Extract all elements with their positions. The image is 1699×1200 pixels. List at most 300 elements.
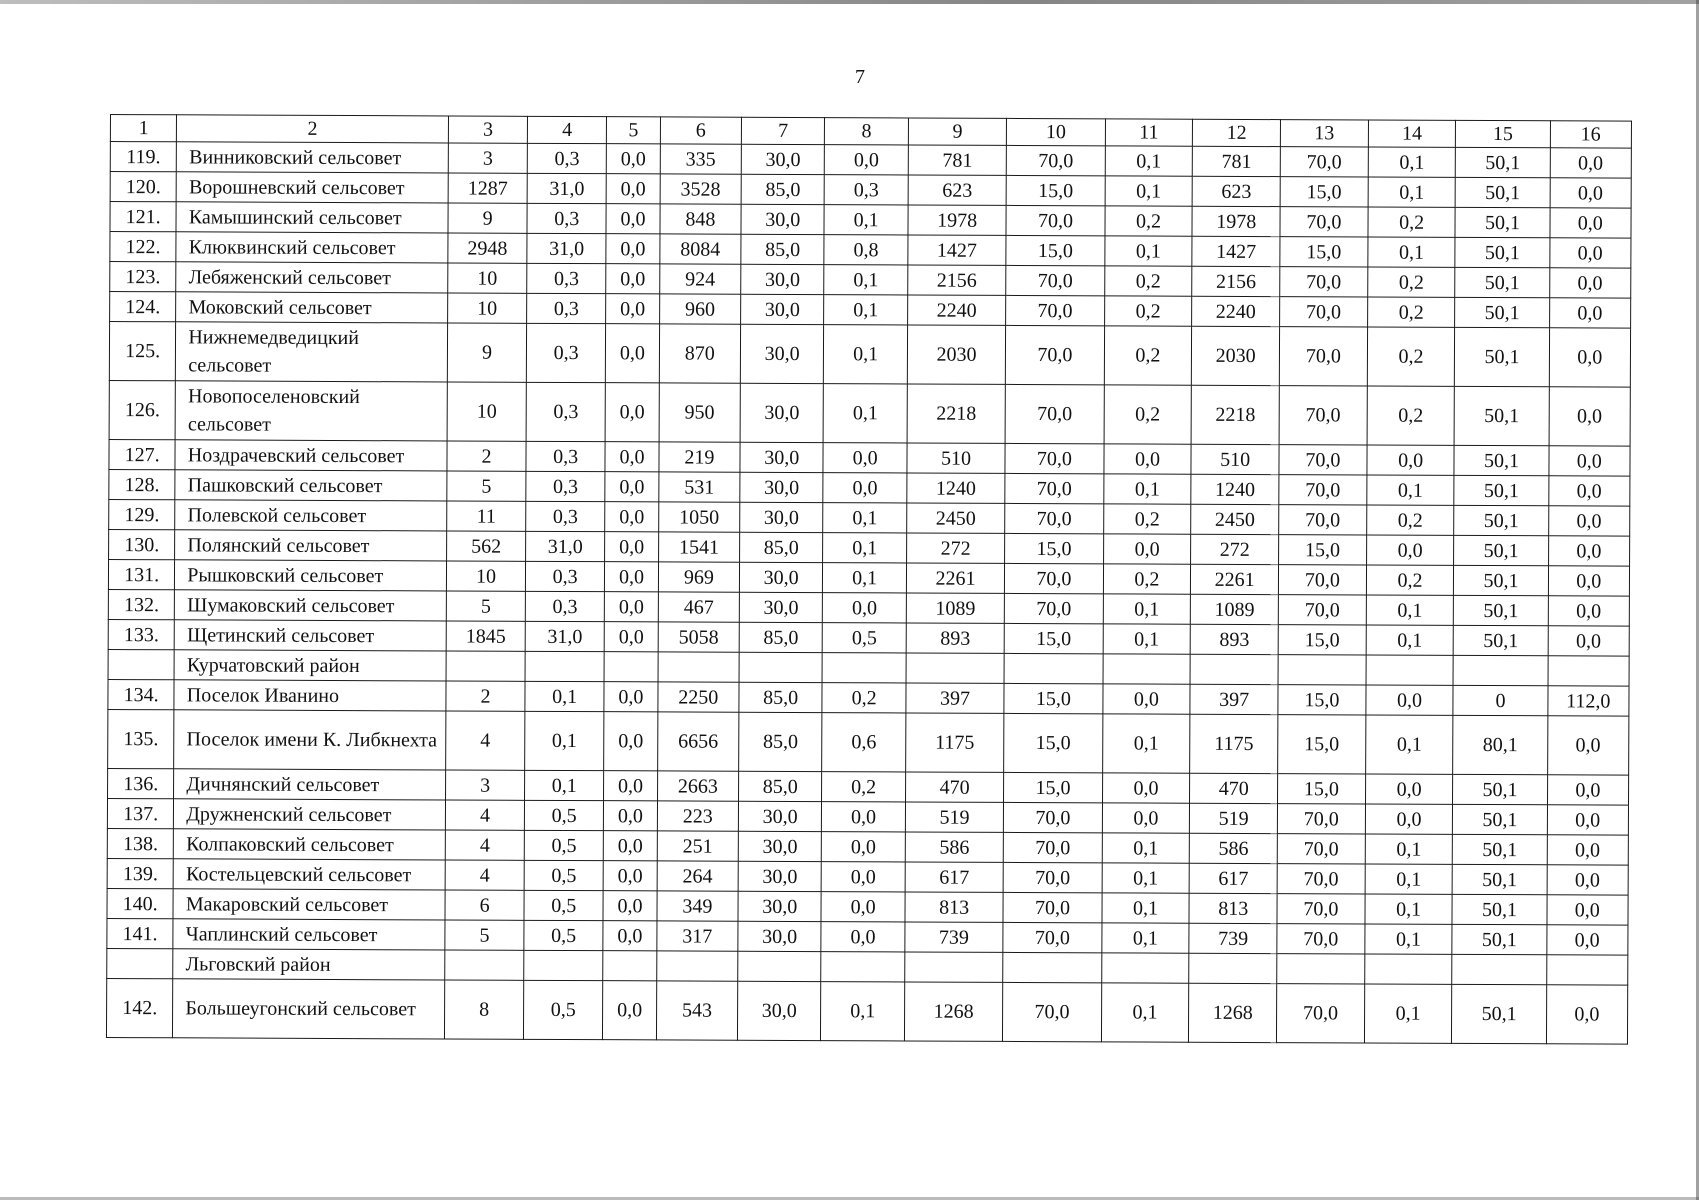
value-cell-col-12: 470 — [1190, 773, 1278, 803]
settlement-name-cell: Костельцевский сельсовет — [173, 859, 445, 890]
value-cell-col-13: 15,0 — [1278, 685, 1366, 715]
value-cell-col-4: 0,3 — [527, 263, 606, 293]
value-cell-col-14: 0,2 — [1366, 565, 1454, 595]
value-cell-col-9: 617 — [905, 862, 1004, 892]
row-number-cell: 125. — [109, 322, 176, 381]
value-cell-col-8: 0,1 — [821, 982, 905, 1041]
value-cell-col-3: 4 — [445, 830, 524, 860]
value-cell-col-8: 0,0 — [822, 832, 906, 862]
value-cell-col-15: 50,1 — [1455, 386, 1549, 445]
settlement-name-cell: Рышковский сельсовет — [175, 560, 447, 591]
settlement-name-cell: Большеугонский сельсовет — [173, 979, 445, 1039]
value-cell-col-9 — [906, 653, 1005, 683]
settlement-name-cell: Щетинский сельсовет — [174, 620, 446, 651]
value-cell-col-9: 1240 — [907, 473, 1006, 503]
value-cell-col-10: 15,0 — [1004, 623, 1103, 653]
value-cell-col-15 — [1452, 954, 1546, 984]
value-cell-col-13: 70,0 — [1280, 297, 1368, 327]
value-cell-col-9: 2218 — [907, 384, 1006, 443]
value-cell-col-12: 1175 — [1190, 714, 1278, 773]
value-cell-col-7: 30,0 — [738, 921, 822, 951]
value-cell-col-15: 50,1 — [1455, 297, 1549, 327]
value-cell-col-14: 0,1 — [1365, 834, 1453, 864]
settlement-name-cell: Новопоселеновский сельсовет — [175, 381, 447, 441]
value-cell-col-3: 3 — [445, 770, 524, 800]
value-cell-col-10: 70,0 — [1003, 832, 1102, 862]
value-cell-col-10: 70,0 — [1003, 892, 1102, 922]
value-cell-col-5: 0,0 — [605, 442, 659, 472]
value-cell-col-5: 0,0 — [604, 801, 658, 831]
value-cell-col-5: 0,0 — [607, 144, 661, 174]
value-cell-col-16: 0,0 — [1548, 476, 1630, 506]
value-cell-col-7: 30,0 — [740, 502, 824, 532]
row-number-cell: 124. — [110, 292, 176, 322]
value-cell-col-6: 349 — [657, 891, 738, 921]
value-cell-col-5 — [603, 951, 657, 981]
value-cell-col-11: 0,1 — [1101, 923, 1189, 953]
value-cell-col-15: 0 — [1453, 685, 1547, 715]
value-cell-col-3: 6 — [445, 890, 524, 920]
value-cell-col-9: 1978 — [908, 205, 1007, 235]
value-cell-col-7: 30,0 — [741, 294, 825, 324]
row-number-cell: 128. — [109, 469, 175, 499]
value-cell-col-16: 112,0 — [1547, 686, 1629, 716]
value-cell-col-16: 0,0 — [1548, 626, 1630, 656]
value-cell-col-11 — [1101, 953, 1189, 983]
value-cell-col-15: 80,1 — [1453, 715, 1547, 774]
value-cell-col-13: 15,0 — [1280, 237, 1368, 267]
value-cell-col-5: 0,0 — [604, 771, 658, 801]
value-cell-col-4: 0,3 — [526, 471, 605, 501]
value-cell-col-5: 0,0 — [605, 502, 659, 532]
value-cell-col-6: 924 — [659, 264, 740, 294]
value-cell-col-13 — [1278, 655, 1366, 685]
value-cell-col-12: 2218 — [1191, 385, 1279, 444]
value-cell-col-3: 10 — [448, 293, 527, 323]
value-cell-col-13: 70,0 — [1278, 565, 1366, 595]
table-row — [108, 709, 1629, 775]
value-cell-col-3: 2 — [446, 681, 525, 711]
value-cell-col-15 — [1453, 655, 1547, 685]
value-cell-col-4: 0,3 — [525, 591, 604, 621]
value-cell-col-14: 0,2 — [1366, 505, 1454, 535]
value-cell-col-6: 543 — [656, 981, 738, 1040]
value-cell-col-8: 0,5 — [823, 623, 907, 653]
value-cell-col-16: 0,0 — [1546, 925, 1628, 955]
value-cell-col-7: 85,0 — [739, 682, 823, 712]
value-cell-col-11: 0,1 — [1102, 893, 1190, 923]
value-cell-col-16: 0,0 — [1548, 536, 1630, 566]
settlement-name-cell: Камышинский сельсовет — [176, 202, 448, 233]
value-cell-col-9: 1175 — [905, 713, 1004, 772]
column-header-14: 14 — [1368, 120, 1456, 147]
value-cell-col-9: 2450 — [907, 503, 1006, 533]
value-cell-col-7: 30,0 — [737, 981, 821, 1040]
value-cell-col-4: 0,1 — [525, 681, 604, 711]
value-cell-col-7: 30,0 — [740, 383, 824, 442]
value-cell-col-6: 960 — [659, 294, 740, 324]
value-cell-col-8: 0,6 — [822, 713, 906, 772]
column-header-5: 5 — [607, 117, 661, 144]
value-cell-col-15: 50,1 — [1455, 207, 1549, 237]
value-cell-col-12: 1089 — [1191, 594, 1279, 624]
value-cell-col-8: 0,0 — [822, 862, 906, 892]
value-cell-col-9: 1268 — [904, 982, 1003, 1041]
value-cell-col-7: 85,0 — [739, 622, 823, 652]
value-cell-col-13: 70,0 — [1277, 834, 1365, 864]
value-cell-col-13: 70,0 — [1277, 984, 1365, 1043]
value-cell-col-5: 0,0 — [606, 174, 660, 204]
value-cell-col-8 — [822, 653, 906, 683]
settlement-name-cell: Шумаковский сельсовет — [175, 590, 447, 621]
settlement-name-cell: Колпаковский сельсовет — [174, 829, 446, 860]
value-cell-col-12: 1240 — [1191, 474, 1279, 504]
value-cell-col-11: 0,0 — [1104, 444, 1192, 474]
settlement-name-cell: Нижнемедведицкий сельсовет — [176, 322, 448, 382]
value-cell-col-14: 0,1 — [1368, 177, 1456, 207]
value-cell-col-3: 11 — [447, 501, 526, 531]
value-cell-col-14: 0,2 — [1368, 207, 1456, 237]
value-cell-col-14: 0,1 — [1365, 924, 1453, 954]
value-cell-col-9: 1427 — [908, 235, 1007, 265]
value-cell-col-4: 31,0 — [526, 531, 605, 561]
value-cell-col-3 — [446, 651, 525, 681]
value-cell-col-8: 0,0 — [821, 892, 905, 922]
value-cell-col-8: 0,2 — [822, 772, 906, 802]
value-cell-col-13: 70,0 — [1279, 386, 1367, 445]
value-cell-col-10: 15,0 — [1004, 772, 1103, 802]
value-cell-col-16: 0,0 — [1547, 775, 1629, 805]
row-number-cell: 122. — [110, 232, 176, 262]
value-cell-col-11: 0,1 — [1105, 146, 1193, 176]
value-cell-col-8: 0,1 — [823, 533, 907, 563]
value-cell-col-4: 0,5 — [524, 920, 603, 950]
value-cell-col-15: 50,1 — [1454, 595, 1548, 625]
value-cell-col-12: 1978 — [1192, 206, 1280, 236]
value-cell-col-4: 0,3 — [527, 203, 606, 233]
column-header-13: 13 — [1280, 120, 1368, 147]
value-cell-col-12: 781 — [1193, 146, 1281, 176]
value-cell-col-16: 0,0 — [1549, 446, 1631, 476]
value-cell-col-7: 30,0 — [739, 562, 823, 592]
value-cell-col-6: 5058 — [658, 622, 739, 652]
value-cell-col-15: 50,1 — [1454, 535, 1548, 565]
value-cell-col-8: 0,0 — [825, 145, 909, 175]
value-cell-col-11: 0,2 — [1105, 206, 1193, 236]
value-cell-col-7: 30,0 — [738, 831, 822, 861]
value-cell-col-13: 70,0 — [1280, 147, 1368, 177]
value-cell-col-6: 1050 — [658, 502, 739, 532]
value-cell-col-11: 0,1 — [1102, 714, 1190, 773]
settlement-name-cell: Дичнянский сельсовет — [174, 769, 446, 800]
value-cell-col-7: 30,0 — [740, 472, 824, 502]
value-cell-col-10: 70,0 — [1006, 325, 1105, 384]
value-cell-col-11 — [1103, 654, 1191, 684]
value-cell-col-5: 0,0 — [603, 891, 657, 921]
value-cell-col-13: 70,0 — [1277, 804, 1365, 834]
value-cell-col-16: 0,0 — [1548, 566, 1630, 596]
value-cell-col-6: 317 — [657, 921, 738, 951]
value-cell-col-16: 0,0 — [1549, 387, 1631, 446]
value-cell-col-14: 0,1 — [1366, 625, 1454, 655]
value-cell-col-12: 397 — [1190, 684, 1278, 714]
value-cell-col-15: 50,1 — [1452, 894, 1546, 924]
value-cell-col-8: 0,1 — [824, 205, 908, 235]
row-number-cell: 123. — [110, 262, 176, 292]
value-cell-col-4: 0,5 — [524, 980, 603, 1039]
value-cell-col-15: 50,1 — [1453, 834, 1547, 864]
value-cell-col-7: 30,0 — [741, 204, 825, 234]
value-cell-col-14 — [1366, 655, 1454, 685]
value-cell-col-13: 70,0 — [1278, 595, 1366, 625]
value-cell-col-10: 70,0 — [1005, 593, 1104, 623]
row-number-cell: 132. — [108, 589, 174, 619]
value-cell-col-4: 0,3 — [526, 561, 605, 591]
settlement-name-cell: Макаровский сельсовет — [173, 889, 445, 920]
value-cell-col-11: 0,2 — [1103, 564, 1191, 594]
value-cell-col-12: 1268 — [1189, 983, 1277, 1042]
value-cell-col-7: 85,0 — [741, 234, 825, 264]
value-cell-col-11: 0,1 — [1101, 983, 1189, 1042]
value-cell-col-10: 70,0 — [1003, 982, 1102, 1041]
value-cell-col-3: 10 — [448, 263, 527, 293]
value-cell-col-15: 50,1 — [1454, 565, 1548, 595]
value-cell-col-5: 0,0 — [604, 831, 658, 861]
value-cell-col-13: 70,0 — [1279, 327, 1367, 386]
value-cell-col-10: 70,0 — [1005, 503, 1104, 533]
value-cell-col-5: 0,0 — [605, 472, 659, 502]
value-cell-col-6: 848 — [660, 204, 741, 234]
value-cell-col-10: 70,0 — [1003, 862, 1102, 892]
value-cell-col-14: 0,2 — [1367, 327, 1455, 386]
value-cell-col-15: 50,1 — [1454, 625, 1548, 655]
value-cell-col-10: 15,0 — [1004, 713, 1103, 772]
column-header-11: 11 — [1105, 119, 1193, 146]
row-number-cell: 119. — [110, 142, 176, 172]
value-cell-col-6: 3528 — [660, 174, 741, 204]
value-cell-col-15: 50,1 — [1453, 804, 1547, 834]
value-cell-col-7 — [739, 652, 823, 682]
value-cell-col-10: 70,0 — [1005, 443, 1104, 473]
value-cell-col-5: 0,0 — [606, 264, 660, 294]
value-cell-col-14: 0,2 — [1367, 267, 1455, 297]
value-cell-col-5: 0,0 — [606, 234, 660, 264]
column-header-15: 15 — [1456, 120, 1550, 147]
value-cell-col-4: 0,3 — [526, 441, 605, 471]
value-cell-col-16: 0,0 — [1550, 208, 1632, 238]
column-header-10: 10 — [1007, 118, 1106, 145]
value-cell-col-11: 0,0 — [1102, 773, 1190, 803]
value-cell-col-13 — [1277, 954, 1365, 984]
value-cell-col-5: 0,0 — [604, 622, 658, 652]
value-cell-col-15: 50,1 — [1455, 327, 1549, 386]
value-cell-col-16: 0,0 — [1548, 596, 1630, 626]
value-cell-col-8 — [821, 952, 905, 982]
value-cell-col-5: 0,0 — [605, 383, 659, 442]
value-cell-col-14: 0,2 — [1367, 297, 1455, 327]
value-cell-col-13: 70,0 — [1279, 445, 1367, 475]
value-cell-col-3: 5 — [446, 591, 525, 621]
page-number: 7 — [855, 66, 865, 88]
settlement-name-cell: Ворошневский сельсовет — [176, 172, 448, 203]
value-cell-col-3: 2948 — [448, 233, 527, 263]
value-cell-col-4: 0,1 — [525, 711, 604, 770]
value-cell-col-10 — [1003, 952, 1102, 982]
scan-edge-top — [0, 0, 1699, 4]
value-cell-col-14: 0,1 — [1365, 715, 1453, 774]
value-cell-col-6: 969 — [658, 562, 739, 592]
settlement-name-cell: Поселок имени К. Либкнехта — [174, 710, 446, 770]
value-cell-col-3: 4 — [446, 711, 525, 770]
value-cell-col-5: 0,0 — [604, 682, 658, 712]
settlement-name-cell: Клюквинский сельсовет — [176, 232, 448, 263]
value-cell-col-15: 50,1 — [1455, 267, 1549, 297]
value-cell-col-10: 70,0 — [1003, 922, 1102, 952]
row-number-cell — [107, 948, 173, 978]
value-cell-col-8: 0,1 — [823, 503, 907, 533]
value-cell-col-5: 0,0 — [605, 562, 659, 592]
settlement-name-cell: Пашковский сельсовет — [175, 470, 447, 501]
value-cell-col-14: 0,2 — [1367, 386, 1455, 445]
value-cell-col-4 — [525, 651, 604, 681]
row-number-cell: 130. — [109, 529, 175, 559]
table-row — [109, 380, 1630, 446]
value-cell-col-6: 251 — [657, 831, 738, 861]
value-cell-col-3: 2 — [447, 441, 526, 471]
settlement-name-cell: Винниковский сельсовет — [177, 142, 449, 173]
value-cell-col-5: 0,0 — [603, 921, 657, 951]
value-cell-col-6 — [656, 951, 737, 981]
value-cell-col-4: 31,0 — [525, 621, 604, 651]
value-cell-col-16 — [1546, 955, 1628, 985]
value-cell-col-13: 70,0 — [1277, 864, 1365, 894]
value-cell-col-4: 0,5 — [524, 890, 603, 920]
column-header-8: 8 — [825, 118, 909, 145]
table-row — [109, 322, 1630, 388]
value-cell-col-16: 0,0 — [1546, 985, 1628, 1044]
column-header-9: 9 — [908, 118, 1007, 145]
settlement-name-cell: Полянский сельсовет — [175, 530, 447, 561]
value-cell-col-7: 30,0 — [740, 324, 824, 383]
value-cell-col-3: 3 — [448, 143, 527, 173]
value-cell-col-12: 2450 — [1191, 504, 1279, 534]
value-cell-col-11: 0,2 — [1104, 385, 1192, 444]
column-header-3: 3 — [448, 116, 527, 143]
value-cell-col-5 — [604, 652, 658, 682]
value-cell-col-4: 0,3 — [527, 293, 606, 323]
value-cell-col-14: 0,1 — [1368, 147, 1456, 177]
row-number-cell: 133. — [108, 619, 174, 649]
table-body — [106, 115, 1631, 1045]
value-cell-col-6: 219 — [659, 442, 740, 472]
value-cell-col-8: 0,1 — [824, 325, 908, 384]
row-number-cell: 139. — [107, 858, 173, 888]
value-cell-col-11: 0,1 — [1104, 236, 1192, 266]
value-cell-col-10: 15,0 — [1005, 533, 1104, 563]
value-cell-col-9: 2030 — [907, 325, 1006, 384]
value-cell-col-7: 30,0 — [740, 442, 824, 472]
value-cell-col-5: 0,0 — [605, 532, 659, 562]
value-cell-col-8: 0,0 — [822, 802, 906, 832]
value-cell-col-10: 70,0 — [1006, 265, 1105, 295]
value-cell-col-15: 50,1 — [1452, 924, 1546, 954]
row-number-cell: 136. — [108, 768, 174, 798]
value-cell-col-9: 2156 — [908, 265, 1007, 295]
value-cell-col-4: 31,0 — [527, 173, 606, 203]
value-cell-col-5: 0,0 — [604, 712, 658, 771]
value-cell-col-15: 50,1 — [1456, 177, 1550, 207]
value-cell-col-13: 15,0 — [1278, 715, 1366, 774]
value-cell-col-11: 0,1 — [1103, 624, 1191, 654]
value-cell-col-14: 0,0 — [1365, 774, 1453, 804]
value-cell-col-3: 562 — [447, 531, 526, 561]
value-cell-col-13: 15,0 — [1280, 177, 1368, 207]
value-cell-col-15: 50,1 — [1455, 237, 1549, 267]
value-cell-col-12: 272 — [1191, 534, 1279, 564]
value-cell-col-7: 30,0 — [738, 801, 822, 831]
column-header-7: 7 — [741, 117, 825, 144]
value-cell-col-3: 9 — [448, 203, 527, 233]
value-cell-col-7: 30,0 — [741, 144, 825, 174]
value-cell-col-9: 510 — [907, 443, 1006, 473]
value-cell-col-5: 0,0 — [603, 981, 657, 1040]
value-cell-col-6: 6656 — [657, 712, 739, 771]
value-cell-col-10: 70,0 — [1004, 802, 1103, 832]
value-cell-col-6: 2250 — [658, 682, 739, 712]
value-cell-col-11: 0,1 — [1103, 594, 1191, 624]
value-cell-col-11: 0,1 — [1102, 833, 1190, 863]
value-cell-col-11: 0,2 — [1104, 266, 1192, 296]
value-cell-col-7 — [738, 951, 822, 981]
value-cell-col-15: 50,1 — [1454, 475, 1548, 505]
value-cell-col-9 — [905, 952, 1004, 982]
value-cell-col-4: 0,3 — [526, 323, 605, 382]
value-cell-col-5: 0,0 — [606, 294, 660, 324]
value-cell-col-8: 0,0 — [823, 473, 907, 503]
value-cell-col-13: 70,0 — [1277, 894, 1365, 924]
district-name-cell: Курчатовский район — [174, 650, 446, 681]
value-cell-col-15: 50,1 — [1453, 774, 1547, 804]
value-cell-col-14: 0,1 — [1365, 864, 1453, 894]
value-cell-col-3: 10 — [447, 382, 526, 441]
value-cell-col-11: 0,1 — [1103, 474, 1191, 504]
value-cell-col-15: 50,1 — [1454, 505, 1548, 535]
value-cell-col-12: 2261 — [1191, 564, 1279, 594]
value-cell-col-10: 15,0 — [1004, 683, 1103, 713]
value-cell-col-10: 15,0 — [1006, 235, 1105, 265]
value-cell-col-13: 15,0 — [1278, 625, 1366, 655]
value-cell-col-11: 0,0 — [1103, 534, 1191, 564]
value-cell-col-4: 0,1 — [525, 770, 604, 800]
value-cell-col-3: 10 — [446, 561, 525, 591]
row-number-cell: 134. — [108, 679, 174, 709]
value-cell-col-4: 0,5 — [525, 800, 604, 830]
column-header-16: 16 — [1550, 121, 1632, 148]
settlement-name-cell: Чаплинский сельсовет — [173, 919, 445, 950]
settlement-name-cell: Ноздрачевский сельсовет — [175, 440, 447, 471]
row-number-cell: 135. — [108, 709, 175, 768]
value-cell-col-8: 0,1 — [824, 295, 908, 325]
value-cell-col-13: 70,0 — [1279, 505, 1367, 535]
value-cell-col-14: 0,0 — [1366, 685, 1454, 715]
value-cell-col-9: 1089 — [906, 593, 1005, 623]
value-cell-col-15: 50,1 — [1453, 864, 1547, 894]
value-cell-col-7: 30,0 — [739, 592, 823, 622]
value-cell-col-8: 0,1 — [823, 563, 907, 593]
value-cell-col-13: 70,0 — [1277, 924, 1365, 954]
value-cell-col-8: 0,1 — [824, 384, 908, 443]
value-cell-col-3: 4 — [445, 860, 524, 890]
